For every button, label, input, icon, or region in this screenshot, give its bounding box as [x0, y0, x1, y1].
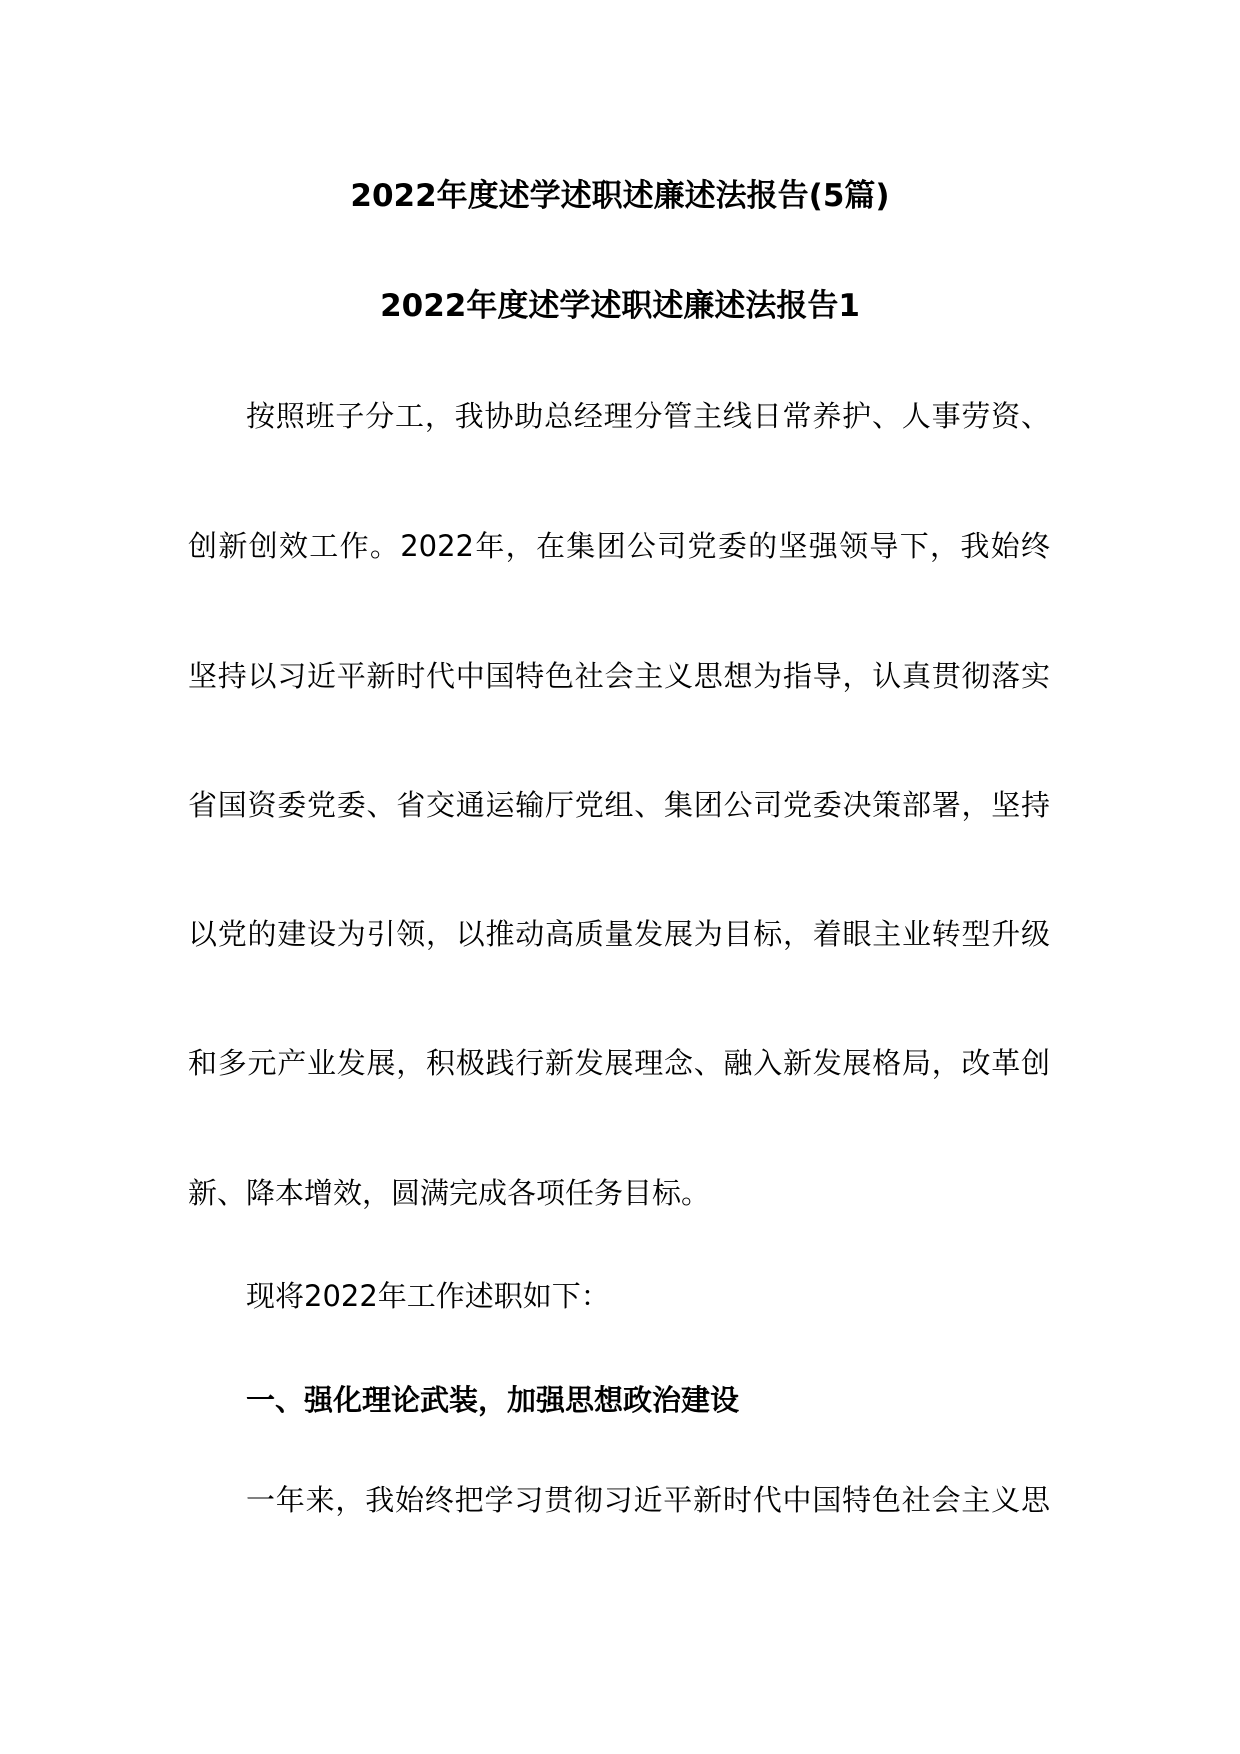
paragraph-line: 创新创效工作。2022年，在集团公司党委的坚强领导下，我始终	[188, 529, 1050, 563]
section-heading: 一、强化理论武装，加强思想政治建设	[246, 1383, 740, 1417]
paragraph-line: 新、降本增效，圆满完成各项任务目标。	[188, 1176, 711, 1210]
document-title: 2022年度述学述职述廉述法报告(5篇)	[350, 178, 890, 214]
paragraph-line: 省国资委党委、省交通运输厅党组、集团公司党委决策部署，坚持	[188, 788, 1050, 822]
paragraph-line: 以党的建设为引领，以推动高质量发展为目标，着眼主业转型升级	[188, 917, 1050, 951]
paragraph-line: 坚持以习近平新时代中国特色社会主义思想为指导，认真贯彻落实	[188, 659, 1050, 693]
paragraph-line: 和多元产业发展，积极践行新发展理念、融入新发展格局，改革创	[188, 1046, 1050, 1080]
paragraph-line: 按照班子分工，我协助总经理分管主线日常养护、人事劳资、	[246, 399, 1050, 433]
report-subtitle: 2022年度述学述职述廉述法报告1	[380, 288, 860, 324]
paragraph-line: 一年来，我始终把学习贯彻习近平新时代中国特色社会主义思	[246, 1483, 1050, 1517]
paragraph-text: 现将2022年工作述职如下：	[246, 1279, 610, 1313]
